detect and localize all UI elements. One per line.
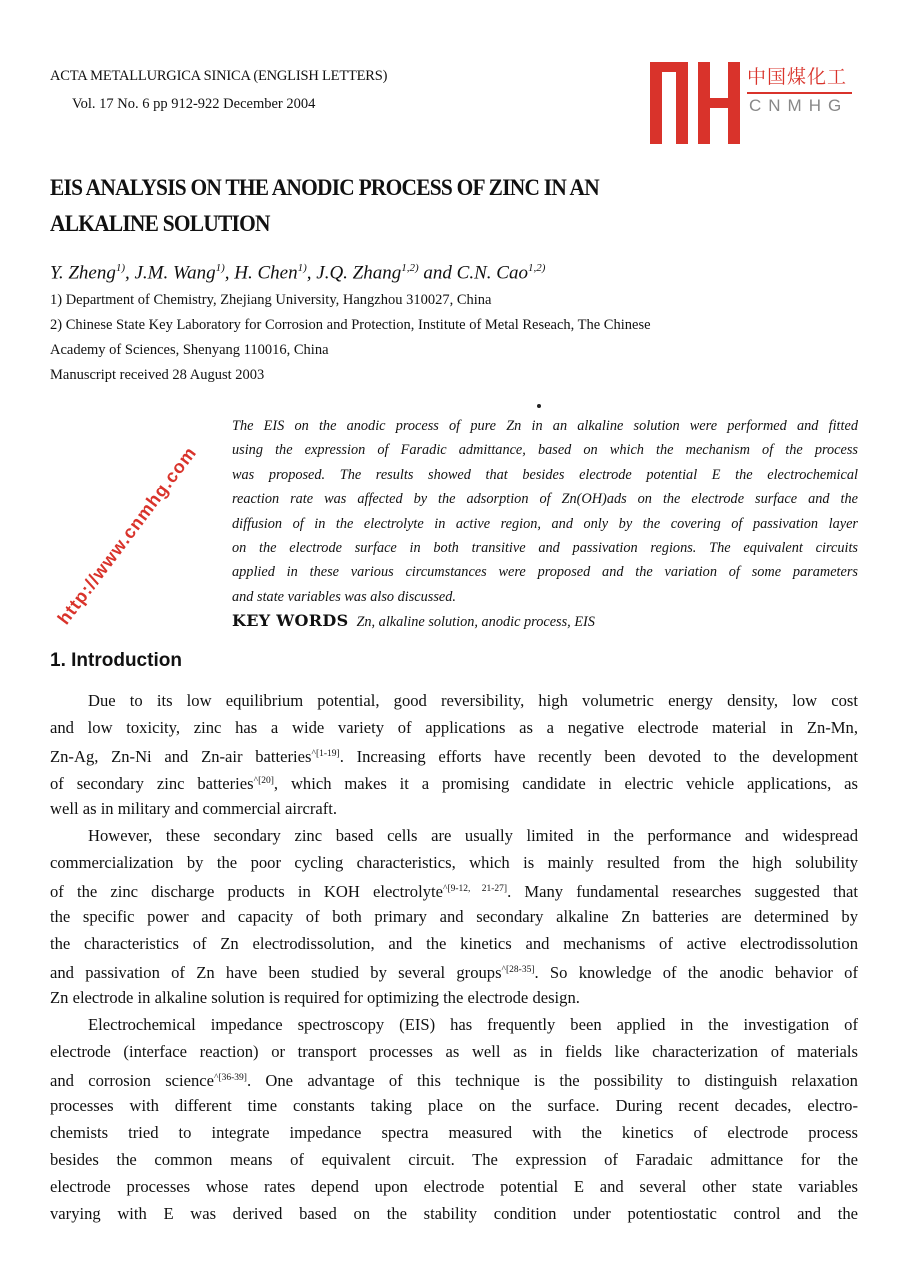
author-affiliation-mark: 1) <box>215 262 225 274</box>
paragraph-line <box>50 1200 858 1227</box>
line-text: varying with E was derived based on the stability condition under potentiostatic control and the <box>50 1204 858 1223</box>
author-separator: and <box>418 262 457 284</box>
line-text: processes with different time constants taking place on the surface. During recent decades, electro- <box>50 1096 858 1115</box>
abstract-line: diffusion of in the electrolyte in active region, and only by the covering of passivation layer <box>232 515 858 532</box>
paragraph-line <box>50 741 858 768</box>
author-affiliation-mark: 1,2) <box>401 262 419 274</box>
abstract-line: reaction rate was affected by the adsorption of Zn(OH)ads on the electrode surface and the <box>232 491 858 508</box>
line-text: chemists tried to integrate impedance spectra measured with the kinetics of electrode process <box>50 1123 858 1142</box>
paragraph-line <box>50 849 858 876</box>
author-name: J.M. Wang <box>134 262 216 284</box>
keywords <box>232 609 858 633</box>
paragraph-line <box>50 903 858 930</box>
author-name: H. Chen <box>234 262 298 284</box>
author-affiliation-mark: 1) <box>115 262 125 274</box>
title-line-1: EIS ANALYSIS ON THE ANODIC PROCESS OF ZINC IN AN <box>50 175 599 200</box>
affiliation-2-cont: Academy of Sciences, Shenyang 110016, China <box>50 342 329 358</box>
cnmhg-logo <box>650 62 855 148</box>
abstract-line: on the electrode surface in both transitive and passivation regions. The equivalent circuits <box>232 539 858 556</box>
paragraph-line <box>50 1092 858 1119</box>
abstract-line: and state variables was also discussed. <box>232 588 456 605</box>
line-text: However, these secondary zinc based cells are usually limited in the performance and widespread <box>88 826 858 845</box>
journal-name: ACTA METALLURGICA SINICA (ENGLISH LETTERS) <box>50 68 388 84</box>
line-text: electrode processes whose rates depend upon electrode potential E and several other state variables <box>50 1177 858 1196</box>
abstract-line: The EIS on the anodic process of pure Zn in an alkaline solution were performed and fitted <box>232 418 858 434</box>
author-name: J.Q. Zhang <box>316 262 402 284</box>
paper-title <box>50 170 599 242</box>
citation: ^[36-39] <box>214 1073 247 1083</box>
abstract-line: was proposed. The results showed that besides electrode potential E the electrochemical <box>232 466 858 483</box>
author-separator: , <box>306 262 317 284</box>
paragraph-line <box>50 768 858 795</box>
author-separator: , <box>224 262 235 284</box>
watermark-url: http://www.cnmhg.com <box>53 442 201 629</box>
logo-divider <box>747 92 852 94</box>
abstract-line: using the expression of Faradic admittance, based on which the mechanism of the process <box>232 442 858 459</box>
line-text: and passivation of Zn have been studied by several groups <box>50 963 502 982</box>
paragraph-line <box>50 930 858 957</box>
line-text: of secondary zinc batteries <box>50 774 254 793</box>
received-date: Manuscript received 28 August 2003 <box>50 367 265 383</box>
line-text: . One advantage of this technique is the possibility to distinguish relaxation <box>246 1071 858 1090</box>
line-text: commercialization by the poor cycling characteristics, which is mainly resulted from the high solubility <box>50 853 858 872</box>
line-text: , which makes it a promising candidate in electric vehicle applications, as <box>273 774 859 793</box>
line-text: of the zinc discharge products in KOH electrolyte <box>50 882 443 901</box>
line-text: Due to its low equilibrium potential, good reversibility, high volumetric energy density, low cost <box>88 691 858 710</box>
line-text: Zn electrode in alkaline solution is required for optimizing the electrode design. <box>50 988 580 1007</box>
line-text: . Increasing efforts have recently been devoted to the development <box>339 747 858 766</box>
author-separator: , <box>125 262 135 284</box>
author-name: Y. Zheng <box>50 262 116 284</box>
citation: ^[28-35] <box>501 965 535 975</box>
line-text: Electrochemical impedance spectroscopy (EIS) has frequently been applied in the investigation of <box>88 1015 858 1034</box>
paragraph-line <box>50 687 858 714</box>
paragraph-line <box>50 714 858 741</box>
title-line-2: ALKALINE SOLUTION <box>50 211 270 236</box>
paragraph-line <box>50 795 858 822</box>
affiliation-2: 2) Chinese State Key Laboratory for Corrosion and Protection, Institute of Metal Reseach, The Chinese <box>50 317 651 333</box>
paragraph-line <box>50 1119 858 1146</box>
abstract-line: applied in these various circumstances were proposed and the variation of some parameters <box>232 564 858 581</box>
logo-english-text: CNMHG <box>749 96 849 115</box>
line-text: Zn-Ag, Zn-Ni and Zn-air batteries <box>50 747 312 766</box>
paragraph-line <box>50 1011 858 1038</box>
volume-info: Vol. 17 No. 6 pp 912-922 December 2004 <box>72 96 316 112</box>
paragraph-line <box>50 1038 858 1065</box>
line-text: besides the common means of equivalent circuit. The expression of Faradaic admittance for the <box>50 1150 858 1169</box>
paragraph-line <box>50 822 858 849</box>
paragraph-line <box>50 957 858 984</box>
keywords-label: KEY WORDS <box>232 611 349 631</box>
citation: ^[9-12, 21-27] <box>442 884 508 894</box>
author-affiliation-mark: 1,2) <box>527 262 546 274</box>
line-text: the characteristics of Zn electrodissolution, and the kinetics and mechanisms of active electrodissolution <box>50 934 858 953</box>
line-text: the specific power and capacity of both primary and secondary alkaline Zn batteries are determined by <box>50 907 858 926</box>
line-text: . So knowledge of the anodic behavior of <box>534 963 858 982</box>
paragraph-line <box>50 1173 858 1200</box>
paragraph-line <box>50 876 858 903</box>
line-text: and corrosion science <box>50 1071 215 1090</box>
section-body <box>50 687 858 1227</box>
line-text: . Many fundamental researches suggested that <box>507 882 858 901</box>
author-list <box>50 262 545 284</box>
keywords-text: Zn, alkaline solution, anodic process, EIS <box>356 614 595 631</box>
line-text: and low toxicity, zinc has a wide variety of applications as a negative electrode material in Zn-Mn, <box>50 718 858 737</box>
author-name: C.N. Cao <box>456 262 528 284</box>
line-text: electrode (interface reaction) or transport processes as well as in fields like characterization of materials <box>50 1042 858 1061</box>
citation: ^[20] <box>253 776 274 786</box>
section-heading: 1. Introduction <box>50 650 182 671</box>
paragraph-line <box>50 984 858 1011</box>
author-affiliation-mark: 1) <box>297 262 307 274</box>
logo-chinese-text: 中国煤化工 <box>747 66 848 88</box>
line-text: well as in military and commercial aircraft. <box>50 799 338 818</box>
paragraph-line <box>50 1065 858 1092</box>
speck <box>537 404 541 408</box>
abstract <box>232 414 858 633</box>
citation: ^[1-19] <box>311 749 340 759</box>
paragraph-line <box>50 1146 858 1173</box>
logo-mark-icon <box>650 62 740 144</box>
affiliation-1: 1) Department of Chemistry, Zhejiang University, Hangzhou 310027, China <box>50 292 492 308</box>
